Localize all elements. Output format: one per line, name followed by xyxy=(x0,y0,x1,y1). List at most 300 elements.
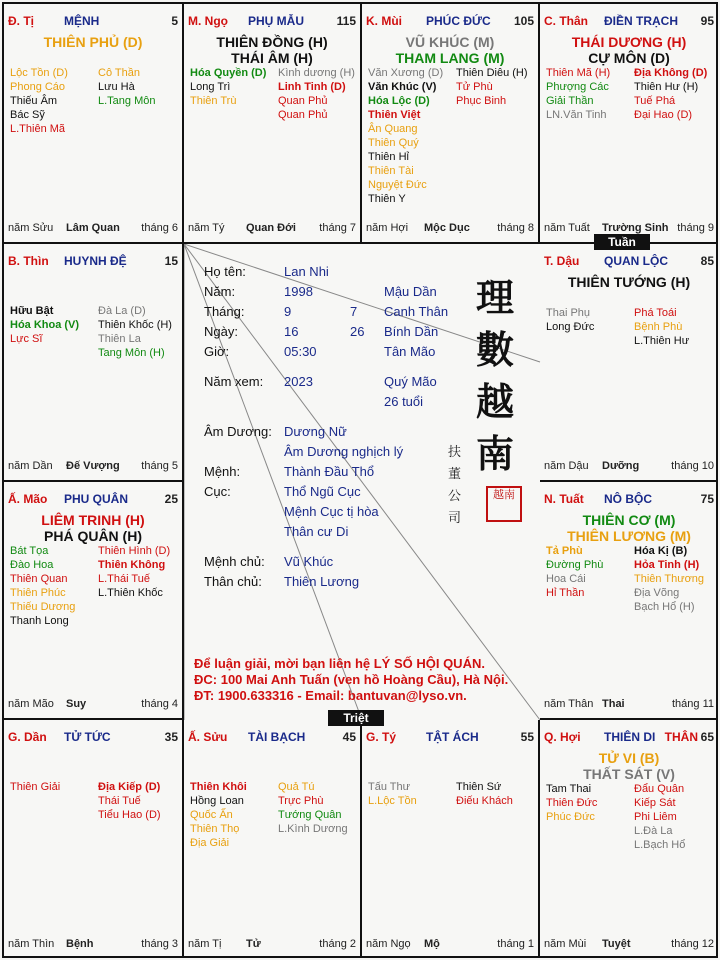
minor-stars-left xyxy=(190,780,247,850)
minor-star: Phá Toái xyxy=(634,307,677,319)
palace-year: năm Tuất xyxy=(544,222,590,234)
info-label: Cục: xyxy=(204,484,231,499)
minor-star: Phúc Đức xyxy=(546,811,595,823)
palace-year: năm Ngọ xyxy=(366,938,411,950)
minor-star: Tang Môn (H) xyxy=(98,347,165,359)
info-value: Dương Nữ xyxy=(284,424,347,439)
palace-branch: Ấ. Mão xyxy=(8,492,48,506)
triet-tag: Triệt xyxy=(328,710,384,726)
minor-star: Văn Khúc (V) xyxy=(368,81,437,93)
palace-month: tháng 6 xyxy=(141,222,178,234)
minor-star: Bạch Hổ (H) xyxy=(634,601,695,613)
info-value-canchi: Bính Dần xyxy=(384,324,439,339)
main-star: LIÊM TRINH (H) xyxy=(41,512,145,528)
palace-year: năm Dậu xyxy=(544,460,589,472)
minor-star: Thiên Khôi xyxy=(190,781,247,793)
info-row xyxy=(204,462,464,482)
minor-star: Quan Phủ xyxy=(278,109,328,121)
palace-number: 115 xyxy=(336,14,356,28)
minor-star: Phục Binh xyxy=(456,95,507,107)
palace-month: tháng 12 xyxy=(671,938,714,950)
main-stars xyxy=(540,34,718,66)
main-stars xyxy=(540,512,718,544)
minor-star: L.Đà La xyxy=(634,825,673,837)
minor-star: L.Tang Môn xyxy=(98,95,156,107)
palace-year: năm Thìn xyxy=(8,938,55,950)
minor-stars-left xyxy=(546,66,610,122)
minor-star: Giải Thần xyxy=(546,95,594,107)
info-label: Họ tên: xyxy=(204,264,246,279)
palace-header xyxy=(544,492,714,506)
minor-star: Thai Phụ xyxy=(546,307,591,319)
minor-star: L.Lộc Tồn xyxy=(368,795,417,807)
info-row xyxy=(204,282,464,302)
main-stars xyxy=(540,750,718,782)
minor-star: Quả Tú xyxy=(278,781,315,793)
calligraphy-side-text: 扶董公司 xyxy=(448,445,462,526)
minor-star: Thiếu Âm xyxy=(10,95,58,107)
palace-footer xyxy=(366,222,534,236)
palace-footer xyxy=(8,938,178,952)
tuan-tag: Tuần xyxy=(594,234,650,250)
palace-header xyxy=(366,730,534,744)
minor-star: Thiên Khốc (H) xyxy=(98,319,172,331)
info-row xyxy=(204,322,464,342)
info-value: 16 xyxy=(284,324,299,339)
minor-star: Thiên Hư (H) xyxy=(634,81,699,93)
palace-ty[interactable] xyxy=(362,720,540,958)
minor-star: Thiên La xyxy=(98,333,141,345)
minor-star: Ân Quang xyxy=(368,123,418,135)
info-value-canchi: 26 tuổi xyxy=(384,394,424,409)
minor-star: Hóa Lộc (D) xyxy=(368,95,430,107)
minor-star: Thiên Hỉ xyxy=(368,151,409,163)
minor-stars-left xyxy=(368,66,443,206)
minor-star: Thiên Không xyxy=(98,559,166,571)
palace-header xyxy=(366,14,534,28)
minor-stars-right xyxy=(98,66,155,108)
palace-hoi[interactable] xyxy=(540,720,718,958)
palace-year: năm Sửu xyxy=(8,222,54,234)
palace-footer xyxy=(366,938,534,952)
minor-star: Thái Tuế xyxy=(98,795,141,807)
palace-month: tháng 8 xyxy=(497,222,534,234)
palace-year: năm Mão xyxy=(8,698,54,710)
minor-star: Hữu Bật xyxy=(10,305,54,317)
minor-star: L.Thiên Khốc xyxy=(98,587,163,599)
calligraphy-char: 數 xyxy=(475,327,514,372)
info-value: 9 xyxy=(284,304,292,319)
palace-month: tháng 3 xyxy=(141,938,178,950)
minor-star: Thiên Thương xyxy=(634,573,705,585)
info-label: Âm Dương: xyxy=(204,424,272,439)
palace-stage: Mộc Dục xyxy=(424,222,470,234)
center-info-panel xyxy=(182,242,538,718)
minor-star: Tướng Quân xyxy=(278,809,342,821)
palace-header xyxy=(188,14,356,28)
palace-tuat[interactable] xyxy=(540,482,718,720)
palace-house: QUAN LỘC xyxy=(604,254,668,268)
main-star: CỰ MÔN (D) xyxy=(588,50,670,66)
main-stars xyxy=(4,512,182,544)
info-value: 2023 xyxy=(284,374,313,389)
info-row xyxy=(204,342,464,362)
info-label: Năm: xyxy=(204,284,236,299)
palace-stage: Tuyệt xyxy=(602,938,631,950)
info-label: Ngày: xyxy=(204,324,238,339)
info-value: Lan Nhi xyxy=(284,264,329,279)
palace-branch: M. Ngọ xyxy=(188,14,228,28)
main-stars xyxy=(4,34,182,50)
minor-star: Văn Xương (D) xyxy=(368,67,444,79)
palace-year: năm Tị xyxy=(188,938,222,950)
minor-stars-left xyxy=(546,544,603,600)
info-value-canchi: Quý Mão xyxy=(384,374,437,389)
main-star: THIÊN CƠ (M) xyxy=(582,512,676,528)
contact-block xyxy=(194,656,534,704)
palace-footer xyxy=(188,222,356,236)
palace-month: tháng 5 xyxy=(141,460,178,472)
info-value: Âm Dương nghịch lý xyxy=(284,444,404,459)
than-marker: THÂN xyxy=(664,730,698,744)
minor-star: Hóa Kị (B) xyxy=(634,545,688,557)
info-row xyxy=(204,422,464,442)
minor-stars-right xyxy=(456,66,528,108)
minor-star: LN.Văn Tinh xyxy=(546,109,607,121)
minor-star: Lưu Hà xyxy=(98,81,135,93)
minor-stars-left xyxy=(546,306,594,334)
minor-star: Quan Phủ xyxy=(278,95,328,107)
palace-stage: Tử xyxy=(246,938,261,950)
palace-ngo[interactable] xyxy=(184,4,362,244)
minor-stars-right xyxy=(634,544,704,614)
main-star: THIÊN TƯỚNG (H) xyxy=(567,274,691,290)
minor-star: Thanh Long xyxy=(10,615,69,627)
palace-footer xyxy=(544,460,714,474)
minor-star: Địa Giải xyxy=(190,837,230,849)
palace-branch: T. Dậu xyxy=(544,254,580,268)
minor-star: Thiên Phúc xyxy=(10,587,66,599)
palace-month: tháng 10 xyxy=(671,460,714,472)
palace-number: 105 xyxy=(513,14,534,28)
minor-star: Địa Không (D) xyxy=(634,67,708,79)
minor-star: Long Đức xyxy=(546,321,595,333)
minor-star: Hóa Khoa (V) xyxy=(10,319,80,331)
main-stars xyxy=(540,274,718,290)
minor-star: Kình dương (H) xyxy=(278,67,355,79)
palace-number: 85 xyxy=(700,254,714,268)
minor-star: Thiên Thọ xyxy=(190,823,240,835)
info-value: Thành Đầu Thổ xyxy=(284,464,375,479)
palace-dau[interactable] xyxy=(540,244,718,482)
palace-footer xyxy=(8,222,178,236)
palace-stage: Mộ xyxy=(424,938,440,950)
palace-footer xyxy=(544,938,714,952)
minor-star: Phượng Các xyxy=(546,81,609,93)
minor-star: Lộc Tồn (D) xyxy=(10,67,68,79)
minor-star: Long Trì xyxy=(190,81,231,93)
minor-star: Thiên Tài xyxy=(368,165,414,177)
palace-house: TÀI BẠCH xyxy=(248,730,306,744)
minor-star: Kiếp Sát xyxy=(634,797,676,809)
palace-number: 75 xyxy=(700,492,714,506)
minor-stars-left xyxy=(368,780,417,808)
palace-branch: Ấ. Sửu xyxy=(188,730,228,744)
calligraphy-char: 南 xyxy=(475,431,514,476)
minor-star: Tuế Phá xyxy=(634,95,676,107)
palace-house: PHU QUÂN xyxy=(64,492,129,506)
palace-header xyxy=(8,254,178,268)
minor-star: Phong Cáo xyxy=(10,81,66,93)
minor-star: Tấu Thư xyxy=(368,781,411,793)
minor-stars-right xyxy=(98,544,170,600)
palace-branch: C. Thân xyxy=(544,14,588,28)
minor-stars-right xyxy=(634,782,685,852)
palace-stage: Suy xyxy=(66,698,87,710)
minor-star: Đẩu Quân xyxy=(634,783,685,795)
minor-star: Thiên Sứ xyxy=(456,781,502,793)
info-row xyxy=(204,442,464,462)
minor-star: Địa Võng xyxy=(634,587,680,599)
minor-star: Tả Phù xyxy=(546,545,583,557)
info-row xyxy=(204,502,464,522)
palace-ti[interactable] xyxy=(4,4,184,244)
palace-branch: Đ. Tị xyxy=(8,14,34,28)
minor-stars-left xyxy=(190,66,266,108)
minor-star: L.Thiên Mã xyxy=(10,123,66,135)
palace-header xyxy=(544,730,714,744)
main-stars xyxy=(184,34,360,66)
info-label: Mệnh chủ: xyxy=(204,554,265,569)
palace-house: ĐIỀN TRẠCH xyxy=(604,14,678,28)
main-stars xyxy=(362,34,538,66)
palace-stage: Trường Sinh xyxy=(602,222,669,234)
main-star: THIÊN LƯƠNG (M) xyxy=(567,528,691,544)
minor-stars-left xyxy=(546,782,597,824)
minor-star: Điếu Khách xyxy=(456,795,513,807)
info-value-canchi: Tân Mão xyxy=(384,344,436,359)
palace-number: 65 xyxy=(700,730,714,744)
palace-house: NÔ BỘC xyxy=(604,492,652,506)
minor-star: Thiếu Dương xyxy=(10,601,76,613)
minor-stars-left xyxy=(10,66,68,136)
palace-mao[interactable] xyxy=(4,482,184,720)
info-label: Mệnh: xyxy=(204,464,241,479)
contact-line: Để luận giải, mời bạn liên hệ LÝ SỐ HỘI QUÁN. xyxy=(194,656,485,671)
palace-stage: Quan Đới xyxy=(246,222,296,234)
palace-number: 95 xyxy=(700,14,714,28)
palace-branch: B. Thìn xyxy=(8,254,49,268)
minor-star: Thiên Việt xyxy=(368,109,421,121)
info-row xyxy=(204,392,464,412)
minor-star: Thiên Y xyxy=(368,193,406,205)
palace-stage: Thai xyxy=(602,698,625,710)
minor-star: Thiên Diêu (H) xyxy=(456,67,528,79)
red-seal: 越南 xyxy=(486,486,522,522)
palace-house: TẬT ÁCH xyxy=(426,730,479,744)
palace-branch: G. Tý xyxy=(366,730,397,744)
minor-star: Thiên Trù xyxy=(190,95,237,107)
palace-number: 15 xyxy=(164,254,178,268)
palace-month: tháng 7 xyxy=(319,222,356,234)
calligraphy-char: 越 xyxy=(475,379,514,424)
info-label: Giờ: xyxy=(204,344,230,359)
palace-mui[interactable] xyxy=(362,4,540,244)
palace-suu[interactable] xyxy=(184,720,362,958)
palace-stage: Lâm Quan xyxy=(66,222,120,234)
palace-header xyxy=(544,254,714,268)
palace-month: tháng 2 xyxy=(319,938,356,950)
palace-year: năm Dần xyxy=(8,460,53,472)
minor-star: Đường Phù xyxy=(546,559,604,571)
palace-year: năm Hợi xyxy=(366,222,409,234)
minor-star: Bệnh Phù xyxy=(634,321,683,333)
minor-star: L.Thái Tuế xyxy=(98,573,150,585)
palace-month: tháng 9 xyxy=(677,222,714,234)
palace-branch: G. Dần xyxy=(8,730,47,744)
minor-star: Bác Sỹ xyxy=(10,109,45,121)
main-star: THIÊN PHỦ (D) xyxy=(43,34,143,50)
palace-year: năm Tý xyxy=(188,222,225,234)
minor-star: Thiên Giải xyxy=(10,781,61,793)
minor-star: Tam Thai xyxy=(546,783,592,795)
info-value-lunar: 26 xyxy=(350,324,365,339)
palace-month: tháng 4 xyxy=(141,698,178,710)
palace-house: THIÊN DI xyxy=(604,730,656,744)
palace-house: PHỤ MẪU xyxy=(248,14,304,28)
palace-house: PHÚC ĐỨC xyxy=(426,14,491,28)
minor-star: Thiên Hình (D) xyxy=(98,545,171,557)
minor-stars-right xyxy=(98,304,172,360)
minor-star: Hóa Quyền (D) xyxy=(190,67,267,79)
palace-month: tháng 11 xyxy=(671,698,714,710)
info-value-lunar: 7 xyxy=(350,304,358,319)
minor-stars-left xyxy=(10,304,79,346)
palace-branch: N. Tuất xyxy=(544,492,584,506)
info-value: 05:30 xyxy=(284,344,317,359)
info-row xyxy=(204,552,464,572)
info-row xyxy=(204,572,464,592)
info-value: Vũ Khúc xyxy=(284,554,334,569)
main-star: THIÊN ĐỒNG (H) xyxy=(216,34,328,50)
minor-star: L.Bạch Hổ xyxy=(634,839,686,851)
info-row xyxy=(204,262,464,282)
palace-stage: Bệnh xyxy=(66,938,94,950)
main-star: VŨ KHÚC (M) xyxy=(405,34,495,50)
main-star: PHÁ QUÂN (H) xyxy=(44,528,142,544)
palace-number: 25 xyxy=(164,492,178,506)
main-star: THÁI ÂM (H) xyxy=(231,50,313,66)
minor-star: Đại Hao (D) xyxy=(634,109,693,121)
calligraphy-text xyxy=(472,272,518,480)
info-label: Năm xem: xyxy=(204,374,264,389)
palace-branch: K. Mùi xyxy=(366,14,402,28)
palace-than[interactable] xyxy=(540,4,718,244)
palace-header xyxy=(188,730,356,744)
palace-house: HUYNH ĐỆ xyxy=(64,254,127,268)
minor-star: Đào Hoa xyxy=(10,559,54,571)
palace-house: TỬ TỨC xyxy=(64,730,111,744)
contact-line: ĐT: 1900.633316 - Email: bantuvan@lyso.vn. xyxy=(194,688,467,703)
info-row xyxy=(204,302,464,322)
minor-star: Hỏa Tinh (H) xyxy=(634,559,700,571)
palace-number: 35 xyxy=(164,730,178,744)
info-value: Thổ Ngũ Cục xyxy=(284,484,361,499)
palace-footer xyxy=(188,938,356,952)
minor-star: Địa Kiếp (D) xyxy=(98,781,161,793)
palace-footer xyxy=(8,698,178,712)
info-row xyxy=(204,522,464,542)
main-star: THẤT SÁT (V) xyxy=(583,766,675,782)
minor-star: Tiểu Hao (D) xyxy=(98,809,161,821)
info-value: 1998 xyxy=(284,284,313,299)
minor-star: Thiên Đức xyxy=(546,797,598,809)
palace-house: MỆNH xyxy=(64,14,100,28)
contact-line: ĐC: 100 Mai Anh Tuấn (ven hồ Hoàng Cầu), Hà Nội. xyxy=(194,672,509,687)
minor-star: Đà La (D) xyxy=(98,305,146,317)
minor-stars-left xyxy=(10,544,75,628)
info-value-canchi: Mậu Dần xyxy=(384,284,437,299)
minor-star: Hoa Cái xyxy=(546,573,586,585)
palace-number: 45 xyxy=(342,730,356,744)
palace-stage: Đế Vượng xyxy=(66,460,120,472)
palace-header xyxy=(544,14,714,28)
info-value: Mệnh Cục tị hòa xyxy=(284,504,379,519)
main-star: TỬ VI (B) xyxy=(598,750,660,766)
palace-footer xyxy=(544,698,714,712)
main-star: THÁI DƯƠNG (H) xyxy=(571,34,687,50)
palace-month: tháng 1 xyxy=(497,938,534,950)
minor-star: Phi Liêm xyxy=(634,811,677,823)
palace-year: năm Thân xyxy=(544,698,594,710)
minor-star: Bát Tọa xyxy=(10,545,49,557)
palace-header xyxy=(8,730,178,744)
minor-stars-right xyxy=(634,306,689,348)
calligraphy-char: 理 xyxy=(475,275,514,320)
palace-dan[interactable] xyxy=(4,720,184,958)
minor-star: Quốc Ấn xyxy=(190,809,233,821)
info-row xyxy=(204,372,464,392)
info-label: Tháng: xyxy=(204,304,245,319)
palace-header xyxy=(8,492,178,506)
info-value: Thiên Lương xyxy=(284,574,360,589)
minor-star: Linh Tinh (D) xyxy=(278,81,346,93)
main-star: THAM LANG (M) xyxy=(395,50,505,66)
minor-stars-right xyxy=(278,66,355,122)
minor-star: Thiên Quan xyxy=(10,573,68,585)
minor-star: L.Kình Dương xyxy=(278,823,348,835)
minor-star: Lực Sĩ xyxy=(10,333,43,345)
minor-stars-right xyxy=(634,66,707,122)
palace-header xyxy=(8,14,178,28)
minor-star: Hồng Loan xyxy=(190,795,244,807)
minor-stars-right xyxy=(98,780,161,822)
minor-star: Hỉ Thần xyxy=(546,587,585,599)
minor-star: Trực Phù xyxy=(278,795,324,807)
minor-star: L.Thiên Hư xyxy=(634,335,690,347)
minor-star: Thiên Quý xyxy=(368,137,419,149)
palace-footer xyxy=(8,460,178,474)
minor-star: Tử Phù xyxy=(456,81,493,93)
minor-star: Thiên Mã (H) xyxy=(546,67,611,79)
minor-star: Nguyệt Đức xyxy=(368,179,427,191)
palace-number: 5 xyxy=(171,14,178,28)
info-value: Thân cư Di xyxy=(284,524,349,539)
minor-stars-right xyxy=(456,780,513,808)
palace-branch: Q. Hợi xyxy=(544,730,581,744)
palace-thin[interactable] xyxy=(4,244,184,482)
info-label: Thân chủ: xyxy=(204,574,262,589)
